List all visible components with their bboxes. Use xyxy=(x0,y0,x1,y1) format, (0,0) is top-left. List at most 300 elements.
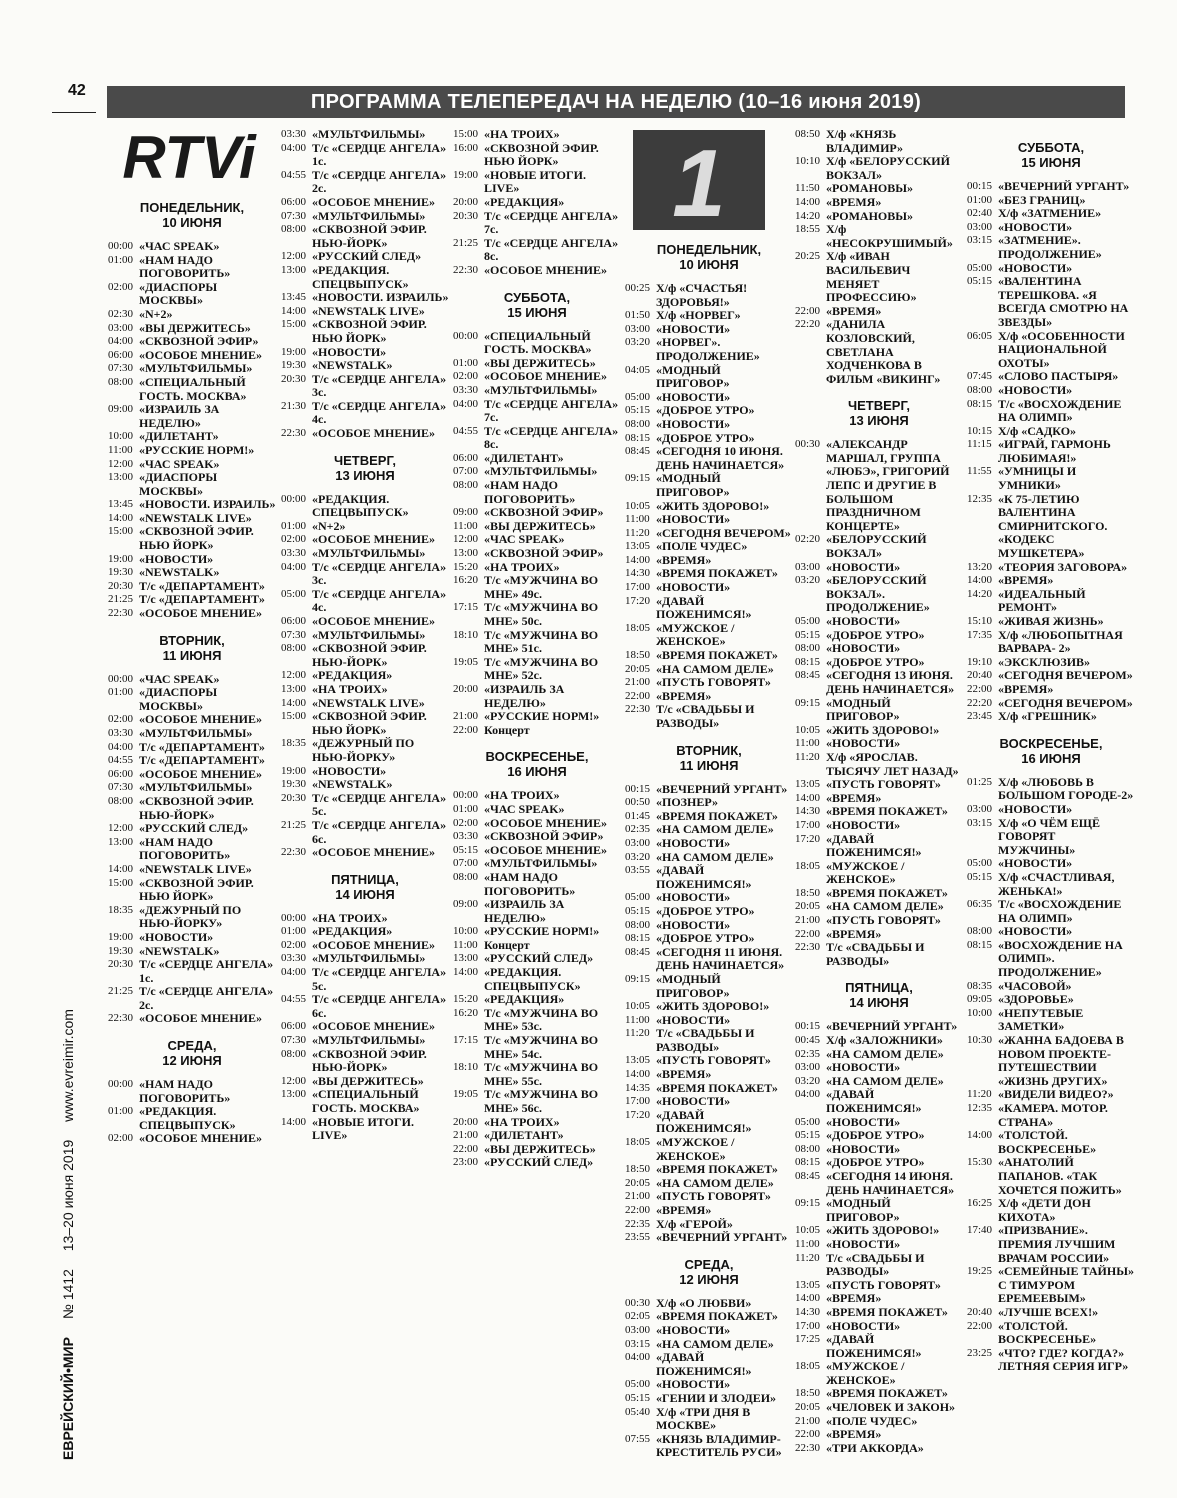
program-time: 09:05 xyxy=(967,993,993,1006)
program-time: 08:00 xyxy=(281,1047,307,1060)
program-time: 03:20 xyxy=(795,1074,821,1087)
program-entry xyxy=(625,1082,793,1096)
program-time: 18:35 xyxy=(281,737,307,750)
program-time: 23:55 xyxy=(625,1231,651,1244)
program-entry xyxy=(108,458,276,472)
program-entry xyxy=(108,686,276,713)
program-time: 15:10 xyxy=(967,615,993,627)
program-entry xyxy=(453,789,621,803)
program-entry xyxy=(108,1012,276,1026)
program-entry xyxy=(453,425,621,452)
program-title: «ДОБРОЕ УТРО» xyxy=(656,430,755,445)
program-entry xyxy=(795,305,963,319)
program-title: Т/с «МУЖЧИНА ВО МНЕ» 53с. xyxy=(484,1005,599,1034)
program-entry xyxy=(625,472,793,499)
program-title: «БЕЛОРУССКИЙ ВОКЗАЛ». ПРОДОЛЖЕНИЕ» xyxy=(826,573,930,615)
program-entry xyxy=(281,1075,449,1089)
program-time: 20:00 xyxy=(453,1115,479,1128)
program-time: 08:00 xyxy=(281,642,307,655)
program-time: 04:00 xyxy=(625,1351,651,1364)
program-entry xyxy=(625,810,793,824)
program-time: 22:00 xyxy=(967,682,993,695)
program-title: «ВЫ ДЕРЖИТЕСЬ» xyxy=(484,518,596,533)
program-entry xyxy=(108,741,276,755)
program-entry xyxy=(281,128,449,142)
program-title: «СКВОЗНОЙ ЭФИР» xyxy=(484,546,604,561)
program-entry xyxy=(281,400,449,427)
program-time: 05:15 xyxy=(625,1391,651,1404)
program-time: 03:00 xyxy=(625,1323,651,1336)
program-title: «НОВОСТИ» xyxy=(656,389,731,404)
program-time: 05:00 xyxy=(795,615,821,627)
program-title: «СКВОЗНОЙ ЭФИР. НЬЮ ЙОРК» xyxy=(139,875,254,904)
program-title: «ВРЕМЯ ПОКАЖЕТ» xyxy=(826,1304,948,1319)
program-entry xyxy=(281,697,449,711)
program-title: «ВРЕМЯ» xyxy=(826,194,882,209)
program-entry xyxy=(453,142,621,169)
program-time: 22:00 xyxy=(625,1204,651,1216)
program-entry xyxy=(281,792,449,819)
program-title: «МОДНЫЙ ПРИГОВОР» xyxy=(656,971,730,1000)
program-title: Т/с «МУЖЧИНА ВО МНЕ» 49с. xyxy=(484,573,599,601)
program-entry xyxy=(625,851,793,865)
program-title: «ТРИ АККОРДА» xyxy=(826,1440,924,1455)
program-entry xyxy=(795,210,963,224)
program-time: 08:00 xyxy=(967,383,993,396)
program-entry xyxy=(108,768,276,782)
program-time: 15:00 xyxy=(108,876,134,889)
program-entry xyxy=(281,305,449,319)
program-title: «РЕДАКЦИЯ. СПЕЦВЫПУСК» xyxy=(312,491,409,520)
program-entry xyxy=(453,1088,621,1115)
program-title: «НА ТРОИХ» xyxy=(484,559,560,574)
day-heading: ВТОРНИК, 11 ИЮНЯ xyxy=(159,632,225,663)
program-entry xyxy=(795,1252,963,1279)
program-entry xyxy=(108,931,276,945)
program-time: 02:35 xyxy=(795,1047,821,1060)
program-time: 00:50 xyxy=(625,796,651,809)
program-entry xyxy=(108,607,276,621)
program-title: Т/с «СВАДЬБЫ И РАЗВОДЫ» xyxy=(656,702,755,730)
program-title: «ДАВАЙ ПОЖЕНИМСЯ!» xyxy=(826,1332,922,1360)
program-title: «ИЗРАИЛЬ ЗА НЕДЕЛЮ» xyxy=(484,681,565,710)
program-title: «РОМАНОВЫ» xyxy=(826,208,914,223)
program-title: «НА ТРОИХ» xyxy=(484,1114,560,1129)
program-time: 15:00 xyxy=(281,318,307,331)
program-time: 14:00 xyxy=(795,791,821,804)
program-title: «ВРЕМЯ ПОКАЖЕТ» xyxy=(656,1080,778,1095)
program-time: 22:00 xyxy=(453,723,479,736)
program-entry xyxy=(108,877,276,904)
program-time: 20:40 xyxy=(967,669,993,682)
program-entry xyxy=(453,939,621,953)
program-title: «НАМ НАДО ПОГОВОРИТЬ» xyxy=(484,869,576,898)
program-time: 21:00 xyxy=(453,710,479,723)
program-time: 13:00 xyxy=(453,547,479,560)
program-time: 22:30 xyxy=(281,427,307,440)
program-title: «ОСОБОЕ МНЕНИЕ» xyxy=(139,347,263,362)
program-entry xyxy=(795,833,963,860)
program-title: «ВРЕМЯ» xyxy=(656,688,712,703)
program-entry xyxy=(281,912,449,926)
program-entry xyxy=(281,1048,449,1075)
program-title: «ПУСТЬ ГОВОРЯТ» xyxy=(826,777,941,792)
program-title: «ВРЕМЯ» xyxy=(656,1067,712,1082)
program-title: «НОВОСТИ» xyxy=(312,344,387,359)
program-time: 10:15 xyxy=(967,424,993,437)
program-title: «ОСОБОЕ МНЕНИЕ» xyxy=(484,842,608,857)
program-title: «ПУСТЬ ГОВОРЯТ» xyxy=(826,1277,941,1292)
program-title: «ВРЕМЯ ПОКАЖЕТ» xyxy=(656,566,778,581)
program-title: «КНЯЗЬ ВЛАДИМИР-КРЕСТИТЕЛЬ РУСИ» xyxy=(656,1431,782,1460)
program-title: Х/ф «ИВАН ВАСИЛЬЕВИЧ МЕНЯЕТ ПРОФЕССИЮ» xyxy=(826,249,917,305)
program-time: 05:15 xyxy=(625,904,651,917)
program-title: «НОВОСТИ» xyxy=(656,1322,731,1337)
program-entry xyxy=(453,952,621,966)
program-title: «БЕЗ ГРАНИЦ» xyxy=(998,192,1086,207)
program-entry xyxy=(281,966,449,993)
program-entry xyxy=(967,1034,1135,1088)
program-title: «ЧЕЛОВЕК И ЗАКОН» xyxy=(826,1400,956,1415)
program-entry xyxy=(108,444,276,458)
program-entry xyxy=(795,438,963,533)
program-entry xyxy=(453,169,621,196)
program-title: «NEWSTALK» xyxy=(139,943,220,958)
program-entry xyxy=(281,939,449,953)
program-title: «ЛУЧШЕ ВСЕХ!» xyxy=(998,1304,1099,1319)
program-time: 14:00 xyxy=(795,195,821,208)
program-title: «ОСОБОЕ МНЕНИЕ» xyxy=(139,712,263,727)
program-time: 20:00 xyxy=(453,682,479,695)
program-title: «ДОБРОЕ УТРО» xyxy=(656,931,755,946)
program-time: 22:35 xyxy=(625,1217,651,1230)
program-entry xyxy=(281,264,449,291)
program-time: 12:00 xyxy=(108,822,134,835)
program-time: 19:00 xyxy=(108,552,134,565)
program-entry xyxy=(795,1197,963,1224)
program-title: «ПУСТЬ ГОВОРЯТ» xyxy=(826,913,941,928)
program-entry xyxy=(453,330,621,357)
program-time: 16:20 xyxy=(453,1006,479,1019)
program-time: 06:00 xyxy=(281,615,307,627)
program-time: 10:00 xyxy=(967,1006,993,1019)
program-time: 22:30 xyxy=(625,703,651,716)
program-title: «НОВОСТИ» xyxy=(139,551,214,566)
program-title: «ВРЕМЯ ПОКАЖЕТ» xyxy=(656,808,778,823)
program-entry xyxy=(795,1360,963,1387)
program-time: 08:00 xyxy=(108,794,134,807)
program-title: «ВОСХОЖДЕНИЕ НА ОЛИМП». ПРОДОЛЖЕНИЕ» xyxy=(998,937,1123,980)
program-time: 13:05 xyxy=(795,1278,821,1291)
program-entry xyxy=(281,169,449,196)
program-entry xyxy=(281,1034,449,1048)
program-entry xyxy=(453,547,621,561)
program-time: 00:30 xyxy=(795,438,821,451)
program-entry xyxy=(453,520,621,534)
program-time: 09:15 xyxy=(795,1197,821,1210)
program-title: Т/с «ДЕПАРТАМЕНТ» xyxy=(139,578,265,593)
program-title: «ДИАСПОРЫ МОСКВЫ» xyxy=(139,470,218,498)
program-time: 03:20 xyxy=(625,850,651,863)
program-time: 18:50 xyxy=(625,649,651,662)
program-title: «НОВОСТИ» xyxy=(312,763,387,778)
program-entry xyxy=(795,1387,963,1401)
program-time: 18:05 xyxy=(795,1360,821,1373)
program-time: 14:00 xyxy=(967,574,993,587)
program-time: 15:20 xyxy=(453,993,479,1006)
program-title: «NEWSTALK» xyxy=(312,358,393,373)
program-title: «ВЕЧЕРНИЙ УРГАНТ» xyxy=(826,1019,958,1034)
program-entry xyxy=(453,452,621,466)
program-time: 10:05 xyxy=(795,1224,821,1237)
day-heading: ВОСКРЕСЕНЬЕ, 16 ИЮНЯ xyxy=(485,749,589,780)
program-entry xyxy=(281,710,449,737)
program-entry xyxy=(795,900,963,914)
program-time: 01:00 xyxy=(453,356,479,369)
program-entry xyxy=(625,445,793,472)
program-entry xyxy=(281,642,449,669)
program-title: «ВРЕМЯ» xyxy=(826,790,882,805)
program-time: 08:00 xyxy=(967,925,993,938)
program-entry xyxy=(967,857,1135,871)
program-time: 00:45 xyxy=(795,1034,821,1047)
program-title: Т/с «СЕРДЦЕ АНГЕЛА» 8с. xyxy=(484,235,619,264)
program-entry xyxy=(281,1116,449,1143)
program-time: 08:00 xyxy=(281,223,307,236)
program-time: 03:55 xyxy=(625,864,651,877)
program-title: Т/с «СЕРДЦЕ АНГЕЛА» 3с. xyxy=(312,559,447,588)
program-title: «РЕДАКЦИЯ. СПЕЦВЫПУСК» xyxy=(139,1104,236,1132)
program-title: Х/ф «НОРВЕГ» xyxy=(656,308,741,323)
program-title: «КАМЕРА. МОТОР. СТРАНА» xyxy=(998,1101,1108,1129)
program-title: «НА ТРОИХ» xyxy=(484,127,560,141)
program-time: 13:05 xyxy=(625,1054,651,1067)
program-time: 08:15 xyxy=(625,431,651,444)
program-time: 03:15 xyxy=(967,816,993,829)
program-entry xyxy=(625,1378,793,1392)
program-entry xyxy=(967,1156,1135,1197)
program-title: «ТОЛСТОЙ. ВОСКРЕСЕНЬЕ» xyxy=(998,1128,1097,1156)
program-time: 05:00 xyxy=(967,857,993,870)
program-title: «УМНИЦЫ И УМНИКИ» xyxy=(998,464,1077,493)
program-title: «N+2» xyxy=(139,306,173,321)
program-entry xyxy=(108,254,276,281)
program-entry xyxy=(453,857,621,871)
program-time: 04:00 xyxy=(108,740,134,753)
program-entry xyxy=(625,364,793,391)
program-entry xyxy=(453,465,621,479)
program-time: 14:00 xyxy=(281,696,307,709)
program-time: 11:20 xyxy=(625,1027,650,1040)
program-entry xyxy=(281,952,449,966)
program-entry xyxy=(453,1116,621,1130)
program-entry xyxy=(453,210,621,237)
program-time: 04:00 xyxy=(281,966,307,979)
program-time: 10:05 xyxy=(625,1000,651,1013)
program-title: «ВРЕМЯ ПОКАЖЕТ» xyxy=(656,1162,778,1177)
program-title: Т/с «МУЖЧИНА ВО МНЕ» 56с. xyxy=(484,1087,599,1115)
program-title: «НОВОСТИ» xyxy=(998,924,1073,939)
program-title: «НОВОСТИ» xyxy=(998,219,1073,234)
program-time: 08:45 xyxy=(625,945,651,958)
program-title: «ОСОБОЕ МНЕНИЕ» xyxy=(312,614,436,628)
program-title: «НА ТРОИХ» xyxy=(312,910,388,925)
program-title: «НОВОСТИ» xyxy=(656,917,731,932)
program-time: 14:00 xyxy=(625,553,651,566)
program-time: 14:00 xyxy=(281,304,307,317)
program-time: 22:30 xyxy=(108,607,134,620)
program-title: «НОВОСТИ» xyxy=(998,801,1073,816)
program-entry xyxy=(967,1306,1135,1320)
program-time: 09:15 xyxy=(795,696,821,709)
program-time: 06:00 xyxy=(453,451,479,464)
program-entry xyxy=(625,1054,793,1068)
program-time: 06:00 xyxy=(108,767,134,780)
program-entry xyxy=(795,1034,963,1048)
program-title: «ДОБРОЕ УТРО» xyxy=(826,654,925,669)
program-title: Т/с «СВАДЬБЫ И РАЗВОДЫ» xyxy=(826,940,925,968)
program-title: «АНАТОЛИЙ ПАПАНОВ. «ТАК ХОЧЕТСЯ ПОЖИТЬ» xyxy=(998,1155,1122,1197)
program-entry xyxy=(967,398,1135,425)
program-time: 22:00 xyxy=(795,1428,821,1441)
program-title: Х/ф «ОСОБЕННОСТИ НАЦИОНАЛЬНОЙ ОХОТЫ» xyxy=(998,328,1125,370)
program-time: 00:00 xyxy=(453,329,479,342)
program-title: «НОВОСТИ» xyxy=(826,1236,901,1251)
program-entry xyxy=(108,580,276,594)
program-time: 20:30 xyxy=(453,209,479,222)
program-time: 13:45 xyxy=(281,291,307,304)
program-title: Х/ф «ЛЮБОВЬ В БОЛЬШОМ ГОРОДЕ-2» xyxy=(998,774,1134,803)
program-entry xyxy=(795,1088,963,1115)
program-entry xyxy=(281,561,449,588)
program-time: 22:20 xyxy=(967,696,993,709)
program-entry xyxy=(795,1075,963,1089)
program-title: Х/ф «О ЧЁМ ЕЩЁ ГОВОРЯТ МУЖЧИНЫ» xyxy=(998,815,1100,857)
program-time: 02:20 xyxy=(795,533,821,546)
program-entry xyxy=(795,318,963,386)
program-time: 00:30 xyxy=(625,1296,651,1309)
program-time: 12:35 xyxy=(967,492,993,505)
program-time: 04:00 xyxy=(453,397,479,410)
program-time: 23:45 xyxy=(967,710,993,723)
program-entry xyxy=(108,781,276,795)
program-time: 00:00 xyxy=(281,492,307,505)
program-entry xyxy=(795,751,963,778)
program-title: «ОСОБОЕ МНЕНИЕ» xyxy=(484,815,608,830)
program-time: 00:00 xyxy=(108,240,134,252)
program-entry xyxy=(795,914,963,928)
program-title: «НОВЫЕ ИТОГИ. LIVE» xyxy=(312,1114,414,1143)
program-time: 18:05 xyxy=(625,621,651,634)
program-title: «НОВОСТИ» xyxy=(998,382,1073,397)
program-entry xyxy=(795,724,963,738)
program-time: 16:20 xyxy=(453,574,479,587)
program-entry xyxy=(795,182,963,196)
program-time: 22:30 xyxy=(108,1012,134,1025)
program-title: «ЧАС SPEAK» xyxy=(139,671,220,686)
program-title: «ДОБРОЕ УТРО» xyxy=(826,627,925,642)
program-title: «НОРВЕГ». ПРОДОЛЖЕНИЕ» xyxy=(656,335,760,363)
program-entry xyxy=(453,656,621,683)
program-entry xyxy=(281,588,449,615)
program-title: «НА САМОМ ДЕЛЕ» xyxy=(826,899,944,914)
program-time: 21:25 xyxy=(108,985,134,998)
program-time: 13:45 xyxy=(108,498,134,511)
program-title: «ТОЛСТОЙ. ВОСКРЕСЕНЬЕ» xyxy=(998,1318,1097,1347)
program-title: «ВРЕМЯ» xyxy=(826,1427,882,1442)
program-title: Т/с «СЕРДЦЕ АНГЕЛА» 3с. xyxy=(312,371,447,400)
program-entry xyxy=(625,864,793,891)
program-title: «ЖИТЬ ЗДОРОВО!» xyxy=(826,722,940,737)
program-entry xyxy=(625,973,793,1000)
program-title: «НОВОСТИ» xyxy=(656,1094,731,1109)
program-entry xyxy=(967,1347,1135,1374)
program-entry xyxy=(625,323,793,337)
program-time: 08:15 xyxy=(795,1156,821,1169)
program-entry xyxy=(625,905,793,919)
program-time: 11:00 xyxy=(453,519,478,532)
program-entry xyxy=(795,778,963,792)
program-title: «ВРЕМЯ» xyxy=(826,926,882,941)
program-title: «РЕДАКЦИЯ» xyxy=(312,924,393,939)
program-time: 09:00 xyxy=(453,506,479,519)
program-title: «СКВОЗНОЙ ЭФИР. НЬЮ ЙОРК» xyxy=(312,709,427,737)
program-title: «ПОЛЕ ЧУДЕС» xyxy=(656,539,748,554)
program-entry xyxy=(281,846,449,860)
program-entry xyxy=(795,1415,963,1429)
program-entry xyxy=(453,479,621,506)
program-entry xyxy=(453,803,621,817)
program-entry xyxy=(453,629,621,656)
program-entry xyxy=(108,512,276,526)
program-title: «ВЕЧЕРНИЙ УРГАНТ» xyxy=(998,179,1130,193)
program-entry xyxy=(281,1088,449,1115)
program-title: «НОВОСТИ» xyxy=(656,580,731,595)
program-time: 17:25 xyxy=(795,1333,821,1346)
program-time: 12:00 xyxy=(281,1074,307,1087)
program-entry xyxy=(281,737,449,764)
program-title: «СКВОЗНОЙ ЭФИР. НЬЮ ЙОРК» xyxy=(312,317,427,345)
program-time: 17:15 xyxy=(453,1034,479,1047)
program-time: 01:00 xyxy=(453,802,479,815)
program-entry xyxy=(625,581,793,595)
program-entry xyxy=(967,588,1135,615)
program-time: 02:00 xyxy=(108,280,134,293)
program-entry xyxy=(967,898,1135,925)
program-title: «ПОЛЕ ЧУДЕС» xyxy=(826,1413,918,1428)
program-time: 22:30 xyxy=(453,263,479,276)
program-time: 22:30 xyxy=(795,941,821,954)
program-time: 14:00 xyxy=(967,1129,993,1142)
program-entry xyxy=(625,282,793,309)
program-entry xyxy=(625,837,793,851)
program-time: 07:30 xyxy=(281,1034,307,1047)
program-title: «НА САМОМ ДЕЛЕ» xyxy=(656,822,774,837)
program-title: «МУЛЬТФИЛЬМЫ» xyxy=(139,780,253,795)
program-title: «ОСОБОЕ МНЕНИЕ» xyxy=(312,937,436,952)
program-time: 10:30 xyxy=(967,1034,993,1047)
program-title: «NEWSTALK LIVE» xyxy=(312,695,425,710)
program-time: 08:00 xyxy=(453,870,479,883)
program-time: 00:00 xyxy=(453,789,479,802)
program-time: 20:30 xyxy=(281,791,307,804)
program-entry xyxy=(795,1320,963,1334)
day-heading: ЧЕТВЕРГ, 13 ИЮНЯ xyxy=(848,398,910,429)
program-title: «N+2» xyxy=(312,518,346,533)
program-time: 21:00 xyxy=(625,1190,651,1203)
program-title: «ВЫ ДЕРЖИТЕСЬ» xyxy=(139,320,251,335)
program-title: «РУССКИЕ НОРМ!» xyxy=(484,709,600,724)
